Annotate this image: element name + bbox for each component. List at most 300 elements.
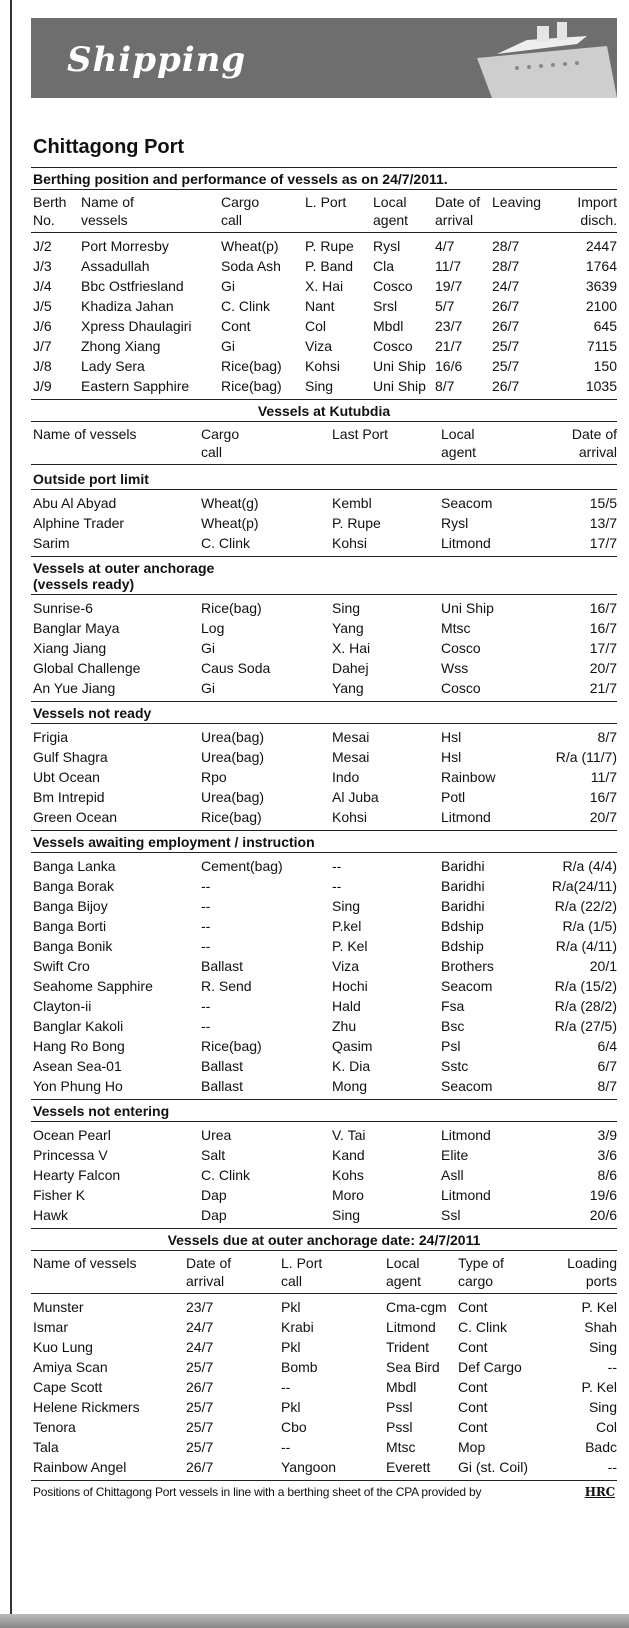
due-cell: Everett [386, 1459, 431, 1475]
berthing-header-2: Name of vessels [81, 194, 134, 228]
kutubdia-row [31, 678, 617, 698]
due-cell: 24/7 [186, 1319, 214, 1335]
kutubdia-row [31, 493, 617, 513]
kutubdia-row [31, 956, 617, 976]
berthing-cell: 16/6 [435, 358, 463, 374]
kutubdia-cell: Urea [201, 1127, 232, 1143]
kutubdia-cell: Frigia [33, 729, 69, 745]
berthing-row [31, 316, 617, 336]
due-cell: Pkl [281, 1399, 301, 1415]
kutubdia-cell: Mesai [332, 749, 370, 765]
kutubdia-cell: R/a (27/5) [554, 1018, 617, 1034]
kutubdia-row [31, 876, 617, 896]
kutubdia-cell: 13/7 [589, 515, 617, 531]
berthing-cell: P. Band [305, 258, 354, 274]
kutubdia-row [31, 936, 617, 956]
berthing-cell: Rysl [373, 238, 401, 254]
due-row [31, 1397, 617, 1417]
kutubdia-cell: Potl [441, 789, 466, 805]
due-cell: Cape Scott [33, 1379, 103, 1395]
kutubdia-cell: Bsc [441, 1018, 465, 1034]
berthing-cell: Uni Ship [373, 358, 426, 374]
kutubdia-cell: -- [332, 858, 342, 874]
berthing-header-4: L. Port [305, 194, 347, 210]
kutubdia-header-3: Last Port [332, 426, 389, 442]
due-cell: -- [281, 1439, 291, 1455]
berthing-cell: 645 [593, 318, 617, 334]
due-cell: Trident [386, 1339, 430, 1355]
berthing-cell: Viza [305, 338, 332, 354]
kutubdia-heading: Vessels at Kutubdia [31, 399, 617, 422]
due-heading: Vessels due at outer anchorage date: 24/7/2011 [31, 1228, 617, 1251]
berthing-cell: 25/7 [492, 358, 520, 374]
kutubdia-cell: Rainbow [441, 769, 496, 785]
section-banner [31, 18, 617, 98]
berthing-cell: J/6 [33, 318, 52, 334]
kutubdia-cell: Dap [201, 1187, 227, 1203]
due-header-4: Local agent [386, 1255, 422, 1289]
due-cell: Mop [458, 1439, 486, 1455]
kutubdia-row [31, 598, 617, 618]
berthing-row [31, 256, 617, 276]
kutubdia-row [31, 618, 617, 638]
due-cell: Cma-cgm [386, 1299, 447, 1315]
due-cell: Tenora [33, 1419, 76, 1435]
kutubdia-cell: P.kel [332, 918, 362, 934]
berthing-cell: Srsl [373, 298, 398, 314]
kutubdia-cell: Uni Ship [441, 600, 494, 616]
kutubdia-row [31, 856, 617, 876]
group-title: Vessels not ready [31, 701, 617, 724]
kutubdia-cell: Sunrise-6 [33, 600, 93, 616]
kutubdia-cell: Hawk [33, 1207, 69, 1223]
kutubdia-cell: Baridhi [441, 898, 485, 914]
due-cell: C. Clink [458, 1319, 508, 1335]
kutubdia-cell: -- [201, 898, 211, 914]
kutubdia-cell: Gulf Shagra [33, 749, 108, 765]
due-cell: Pssl [386, 1419, 413, 1435]
kutubdia-cell: Litmond [441, 1127, 491, 1143]
due-cell: Cont [458, 1399, 488, 1415]
due-row [31, 1417, 617, 1437]
kutubdia-cell: R/a (28/2) [554, 998, 617, 1014]
berthing-cell: Sing [305, 378, 334, 394]
due-cell: Cont [458, 1379, 488, 1395]
berthing-cell: 28/7 [492, 238, 520, 254]
due-cell: P. Kel [581, 1379, 617, 1395]
due-cell: 25/7 [186, 1399, 214, 1415]
kutubdia-cell: Alphine Trader [33, 515, 125, 531]
due-row [31, 1437, 617, 1457]
kutubdia-group [31, 1099, 617, 1228]
berthing-cell: Gi [221, 338, 235, 354]
kutubdia-cell: 6/4 [597, 1038, 617, 1054]
kutubdia-cell: Banga Borti [33, 918, 107, 934]
kutubdia-cell: 16/7 [589, 789, 617, 805]
due-rows [31, 1297, 617, 1480]
kutubdia-cell: Hearty Falcon [33, 1167, 121, 1183]
berthing-cell: 7115 [586, 338, 617, 354]
group-title: Vessels not entering [31, 1099, 617, 1122]
kutubdia-row [31, 916, 617, 936]
kutubdia-cell: R/a (11/7) [555, 749, 617, 765]
group-title: Vessels awaiting employment / instruction [31, 830, 617, 853]
kutubdia-cell: Green Ocean [33, 809, 118, 825]
kutubdia-cell: Hald [332, 998, 361, 1014]
port-title: Chittagong Port [33, 136, 185, 158]
kutubdia-row [31, 1016, 617, 1036]
berthing-cell: Rice(bag) [221, 358, 282, 374]
berthing-cell: 21/7 [435, 338, 463, 354]
kutubdia-cell: 20/7 [589, 660, 617, 676]
kutubdia-cell: Asean Sea-01 [33, 1058, 122, 1074]
berthing-cell: J/5 [33, 298, 52, 314]
due-cell: -- [281, 1379, 291, 1395]
due-cell: Pssl [386, 1399, 413, 1415]
kutubdia-cell: Litmond [441, 1187, 491, 1203]
berthing-cell: 3639 [585, 278, 617, 294]
kutubdia-cell: Wheat(p) [201, 515, 259, 531]
berthing-cell: 26/7 [492, 378, 520, 394]
kutubdia-cell: Sarim [33, 535, 70, 551]
berthing-table [31, 190, 617, 399]
berthing-cell: J/7 [33, 338, 52, 354]
kutubdia-cell: -- [332, 878, 342, 894]
kutubdia-cell: Log [201, 620, 225, 636]
kutubdia-cell: C. Clink [201, 535, 251, 551]
berthing-cell: 5/7 [435, 298, 455, 314]
due-cell: Mbdl [386, 1379, 417, 1395]
kutubdia-row [31, 996, 617, 1016]
kutubdia-cell: 15/5 [589, 495, 617, 511]
kutubdia-cell: Rice(bag) [201, 809, 262, 825]
due-cell: Sing [588, 1399, 617, 1415]
kutubdia-cell: 20/1 [589, 958, 617, 974]
banner-title: Shipping [67, 40, 247, 80]
due-cell: Cont [458, 1419, 488, 1435]
kutubdia-cell: Kohsi [332, 535, 368, 551]
berthing-cell: Wheat(p) [221, 238, 279, 254]
berthing-cell: 2100 [585, 298, 617, 314]
due-table [31, 1251, 617, 1480]
berthing-cell: Uni Ship [373, 378, 426, 394]
due-cell: -- [607, 1359, 617, 1375]
kutubdia-cell: Mtsc [441, 620, 471, 636]
kutubdia-cell: Global Challenge [33, 660, 141, 676]
due-header-1: Name of vessels [33, 1255, 137, 1271]
kutubdia-cell: Moro [332, 1187, 364, 1203]
berthing-heading: Berthing position and performance of vessels as on 24/7/2011. [31, 167, 617, 190]
group-title: Outside port limit [31, 468, 617, 490]
due-row [31, 1337, 617, 1357]
berthing-cell: Nant [305, 298, 335, 314]
kutubdia-cell: Banga Lanka [33, 858, 116, 874]
kutubdia-row [31, 896, 617, 916]
berthing-cell: 8/7 [435, 378, 455, 394]
kutubdia-cell: Kembl [332, 495, 372, 511]
berthing-cell: Mbdl [373, 318, 404, 334]
berthing-cell: 11/7 [435, 258, 462, 274]
kutubdia-cell: 11/7 [590, 769, 617, 785]
kutubdia-cell: 16/7 [589, 620, 617, 636]
berthing-header-8: Import disch. [577, 194, 617, 228]
due-header-5: Type of cargo [458, 1255, 504, 1289]
berthing-cell: P. Rupe [305, 238, 354, 254]
berthing-header-6: Date of arrival [435, 194, 481, 228]
due-cell: Sea Bird [386, 1359, 440, 1375]
kutubdia-row [31, 1125, 617, 1145]
kutubdia-cell: Sing [332, 1207, 361, 1223]
kutubdia-cell: P. Kel [332, 938, 368, 954]
due-cell: Pkl [281, 1299, 301, 1315]
kutubdia-cell: -- [201, 1018, 211, 1034]
kutubdia-cell: Banga Bijoy [33, 898, 108, 914]
due-header-6: Loading ports [567, 1255, 617, 1289]
kutubdia-cell: R/a (15/2) [554, 978, 617, 994]
ship-icon [467, 18, 617, 98]
kutubdia-cell: Xiang Jiang [33, 640, 107, 656]
due-cell: Rainbow Angel [33, 1459, 127, 1475]
due-cell: P. Kel [581, 1299, 617, 1315]
kutubdia-cell: Rice(bag) [201, 1038, 262, 1054]
kutubdia-row [31, 1076, 617, 1096]
kutubdia-groups [31, 468, 617, 1228]
berthing-cell: 26/7 [492, 318, 520, 334]
due-cell: Bomb [281, 1359, 318, 1375]
kutubdia-cell: Fisher K [33, 1187, 86, 1203]
berthing-cell: 25/7 [492, 338, 520, 354]
kutubdia-cell: K. Dia [332, 1058, 371, 1074]
berthing-cell: 23/7 [435, 318, 463, 334]
kutubdia-group [31, 830, 617, 1099]
berthing-cell: 1764 [585, 258, 617, 274]
kutubdia-row [31, 1145, 617, 1165]
kutubdia-cell: Yang [332, 680, 364, 696]
kutubdia-cell: -- [201, 918, 211, 934]
kutubdia-cell: Rice(bag) [201, 600, 262, 616]
kutubdia-cell: Cement(bag) [201, 858, 283, 874]
kutubdia-cell: Hsl [441, 729, 462, 745]
due-cell: -- [607, 1459, 617, 1475]
due-header-3: L. Port call [281, 1255, 323, 1289]
kutubdia-cell: Fsa [441, 998, 465, 1014]
kutubdia-row [31, 747, 617, 767]
kutubdia-cell: Baridhi [441, 878, 485, 894]
berthing-cell: Eastern Sapphire [81, 378, 190, 394]
berthing-cell: Rice(bag) [221, 378, 282, 394]
kutubdia-cell: R/a (1/5) [562, 918, 617, 934]
kutubdia-cell: X. Hai [332, 640, 371, 656]
kutubdia-row [31, 976, 617, 996]
kutubdia-cell: Ballast [201, 1078, 244, 1094]
kutubdia-table [31, 422, 617, 1228]
due-cell: Kuo Lung [33, 1339, 93, 1355]
kutubdia-cell: P. Rupe [332, 515, 381, 531]
berthing-cell: 28/7 [492, 258, 520, 274]
kutubdia-cell: Banga Bonik [33, 938, 113, 954]
footer [31, 1480, 617, 1503]
kutubdia-cell: Litmond [441, 809, 491, 825]
shipping-page [31, 18, 617, 1503]
kutubdia-cell: 19/6 [589, 1187, 617, 1203]
kutubdia-cell: Abu Al Abyad [33, 495, 117, 511]
group-title: Vessels at outer anchorage (vessels ready) [31, 556, 617, 595]
kutubdia-cell: 16/7 [589, 600, 617, 616]
kutubdia-cell: 8/7 [597, 729, 617, 745]
kutubdia-cell: Hochi [332, 978, 368, 994]
left-rule [10, 0, 12, 1628]
berthing-cell: J/8 [33, 358, 52, 374]
berthing-cell: Cla [373, 258, 395, 274]
due-header-2: Date of arrival [186, 1255, 232, 1289]
kutubdia-row [31, 1185, 617, 1205]
kutubdia-cell: V. Tai [332, 1127, 366, 1143]
berthing-row [31, 356, 617, 376]
berthing-cell: Lady Sera [81, 358, 145, 374]
berthing-cell: Zhong Xiang [81, 338, 161, 354]
berthing-header-1: Berth No. [33, 194, 67, 228]
kutubdia-cell: 20/7 [589, 809, 617, 825]
kutubdia-cell: Brothers [441, 958, 494, 974]
kutubdia-cell: Yon Phung Ho [33, 1078, 123, 1094]
berthing-cell: J/2 [33, 238, 52, 254]
due-cell: 25/7 [186, 1439, 214, 1455]
berthing-cell: Cosco [373, 278, 413, 294]
kutubdia-cell: An Yue Jiang [33, 680, 116, 696]
berthing-cell: 26/7 [492, 298, 520, 314]
berthing-row [31, 236, 617, 256]
due-cell: 23/7 [186, 1299, 214, 1315]
kutubdia-cell: 8/6 [597, 1167, 617, 1183]
due-row [31, 1457, 617, 1477]
kutubdia-cell: Yang [332, 620, 364, 636]
kutubdia-row [31, 727, 617, 747]
hrc-logo: HRC [584, 1485, 615, 1499]
kutubdia-row [31, 787, 617, 807]
kutubdia-cell: Urea(bag) [201, 729, 265, 745]
kutubdia-cell: Dahej [332, 660, 369, 676]
due-row [31, 1317, 617, 1337]
berthing-cell: X. Hai [305, 278, 344, 294]
kutubdia-cell: R/a(24/11) [551, 878, 617, 894]
kutubdia-cell: Seahome Sapphire [33, 978, 153, 994]
berthing-cell: 150 [593, 358, 617, 374]
kutubdia-cell: R/a (4/4) [562, 858, 617, 874]
kutubdia-header-2: Cargo call [201, 426, 240, 460]
berthing-cell: J/4 [33, 278, 52, 294]
kutubdia-cell: Seacom [441, 495, 493, 511]
berthing-cell: Gi [221, 278, 235, 294]
due-cell: Yangoon [281, 1459, 337, 1475]
berthing-cell: C. Clink [221, 298, 271, 314]
kutubdia-header-4: Local agent [441, 426, 477, 460]
due-cell: 25/7 [186, 1359, 214, 1375]
kutubdia-cell: Qasim [332, 1038, 373, 1054]
kutubdia-cell: 8/7 [597, 1078, 617, 1094]
berthing-cell: Cosco [373, 338, 413, 354]
berthing-cell: 4/7 [435, 238, 455, 254]
kutubdia-cell: Gi [201, 680, 215, 696]
kutubdia-cell: -- [201, 938, 211, 954]
due-row [31, 1357, 617, 1377]
kutubdia-cell: 3/6 [597, 1147, 617, 1163]
kutubdia-cell: Sing [332, 600, 361, 616]
kutubdia-row [31, 1165, 617, 1185]
kutubdia-group [31, 468, 617, 556]
kutubdia-header-5: Date of arrival [571, 426, 617, 460]
kutubdia-cell: Psl [441, 1038, 461, 1054]
kutubdia-cell: C. Clink [201, 1167, 251, 1183]
kutubdia-cell: Ubt Ocean [33, 769, 100, 785]
berthing-cell: Bbc Ostfriesland [81, 278, 184, 294]
due-cell: Krabi [281, 1319, 314, 1335]
kutubdia-cell: Al Juba [332, 789, 379, 805]
kutubdia-group [31, 556, 617, 701]
due-cell: Badc [585, 1439, 617, 1455]
kutubdia-cell: Banglar Kakoli [33, 1018, 124, 1034]
kutubdia-cell: Hang Ro Bong [33, 1038, 125, 1054]
berthing-row [31, 376, 617, 396]
kutubdia-cell: Mong [332, 1078, 368, 1094]
kutubdia-row [31, 638, 617, 658]
kutubdia-cell: Indo [332, 769, 360, 785]
berthing-cell: 19/7 [435, 278, 463, 294]
due-header-row [31, 1251, 617, 1294]
kutubdia-cell: Banglar Maya [33, 620, 120, 636]
berthing-cell: 1035 [585, 378, 617, 394]
kutubdia-cell: Urea(bag) [201, 789, 265, 805]
kutubdia-cell: Clayton-ii [33, 998, 92, 1014]
berthing-cell: Xpress Dhaulagiri [81, 318, 192, 334]
due-cell: Ismar [33, 1319, 68, 1335]
berthing-row [31, 276, 617, 296]
berthing-header-3: Cargo call [221, 194, 260, 228]
kutubdia-cell: Seacom [441, 978, 493, 994]
due-cell: 26/7 [186, 1379, 214, 1395]
berthing-cell: J/3 [33, 258, 52, 274]
due-cell: Amiya Scan [33, 1359, 108, 1375]
kutubdia-cell: Litmond [441, 535, 491, 551]
berthing-header-7: Leaving [492, 194, 542, 210]
kutubdia-cell: R/a (4/11) [555, 938, 617, 954]
kutubdia-cell: Viza [332, 958, 359, 974]
due-cell: Cont [458, 1299, 488, 1315]
kutubdia-cell: 20/6 [589, 1207, 617, 1223]
kutubdia-cell: 3/9 [597, 1127, 617, 1143]
berthing-rows [31, 236, 617, 399]
kutubdia-cell: Zhu [332, 1018, 357, 1034]
berthing-cell: Soda Ash [221, 258, 281, 274]
kutubdia-cell: Kohsi [332, 809, 368, 825]
kutubdia-group [31, 701, 617, 830]
bottom-bar [0, 1614, 629, 1628]
due-cell: Def Cargo [458, 1359, 522, 1375]
kutubdia-cell: Ocean Pearl [33, 1127, 111, 1143]
berthing-cell: 2447 [585, 238, 617, 254]
kutubdia-cell: Caus Soda [201, 660, 271, 676]
kutubdia-cell: Bdship [441, 938, 484, 954]
kutubdia-cell: Wheat(g) [201, 495, 259, 511]
kutubdia-cell: -- [201, 878, 211, 894]
due-cell: Tala [33, 1439, 59, 1455]
kutubdia-cell: Princessa V [33, 1147, 108, 1163]
kutubdia-row [31, 658, 617, 678]
kutubdia-cell: Asll [441, 1167, 464, 1183]
kutubdia-cell: 17/7 [589, 640, 617, 656]
kutubdia-row [31, 1056, 617, 1076]
due-cell: Gi (st. Coil) [458, 1459, 528, 1475]
kutubdia-row [31, 767, 617, 787]
